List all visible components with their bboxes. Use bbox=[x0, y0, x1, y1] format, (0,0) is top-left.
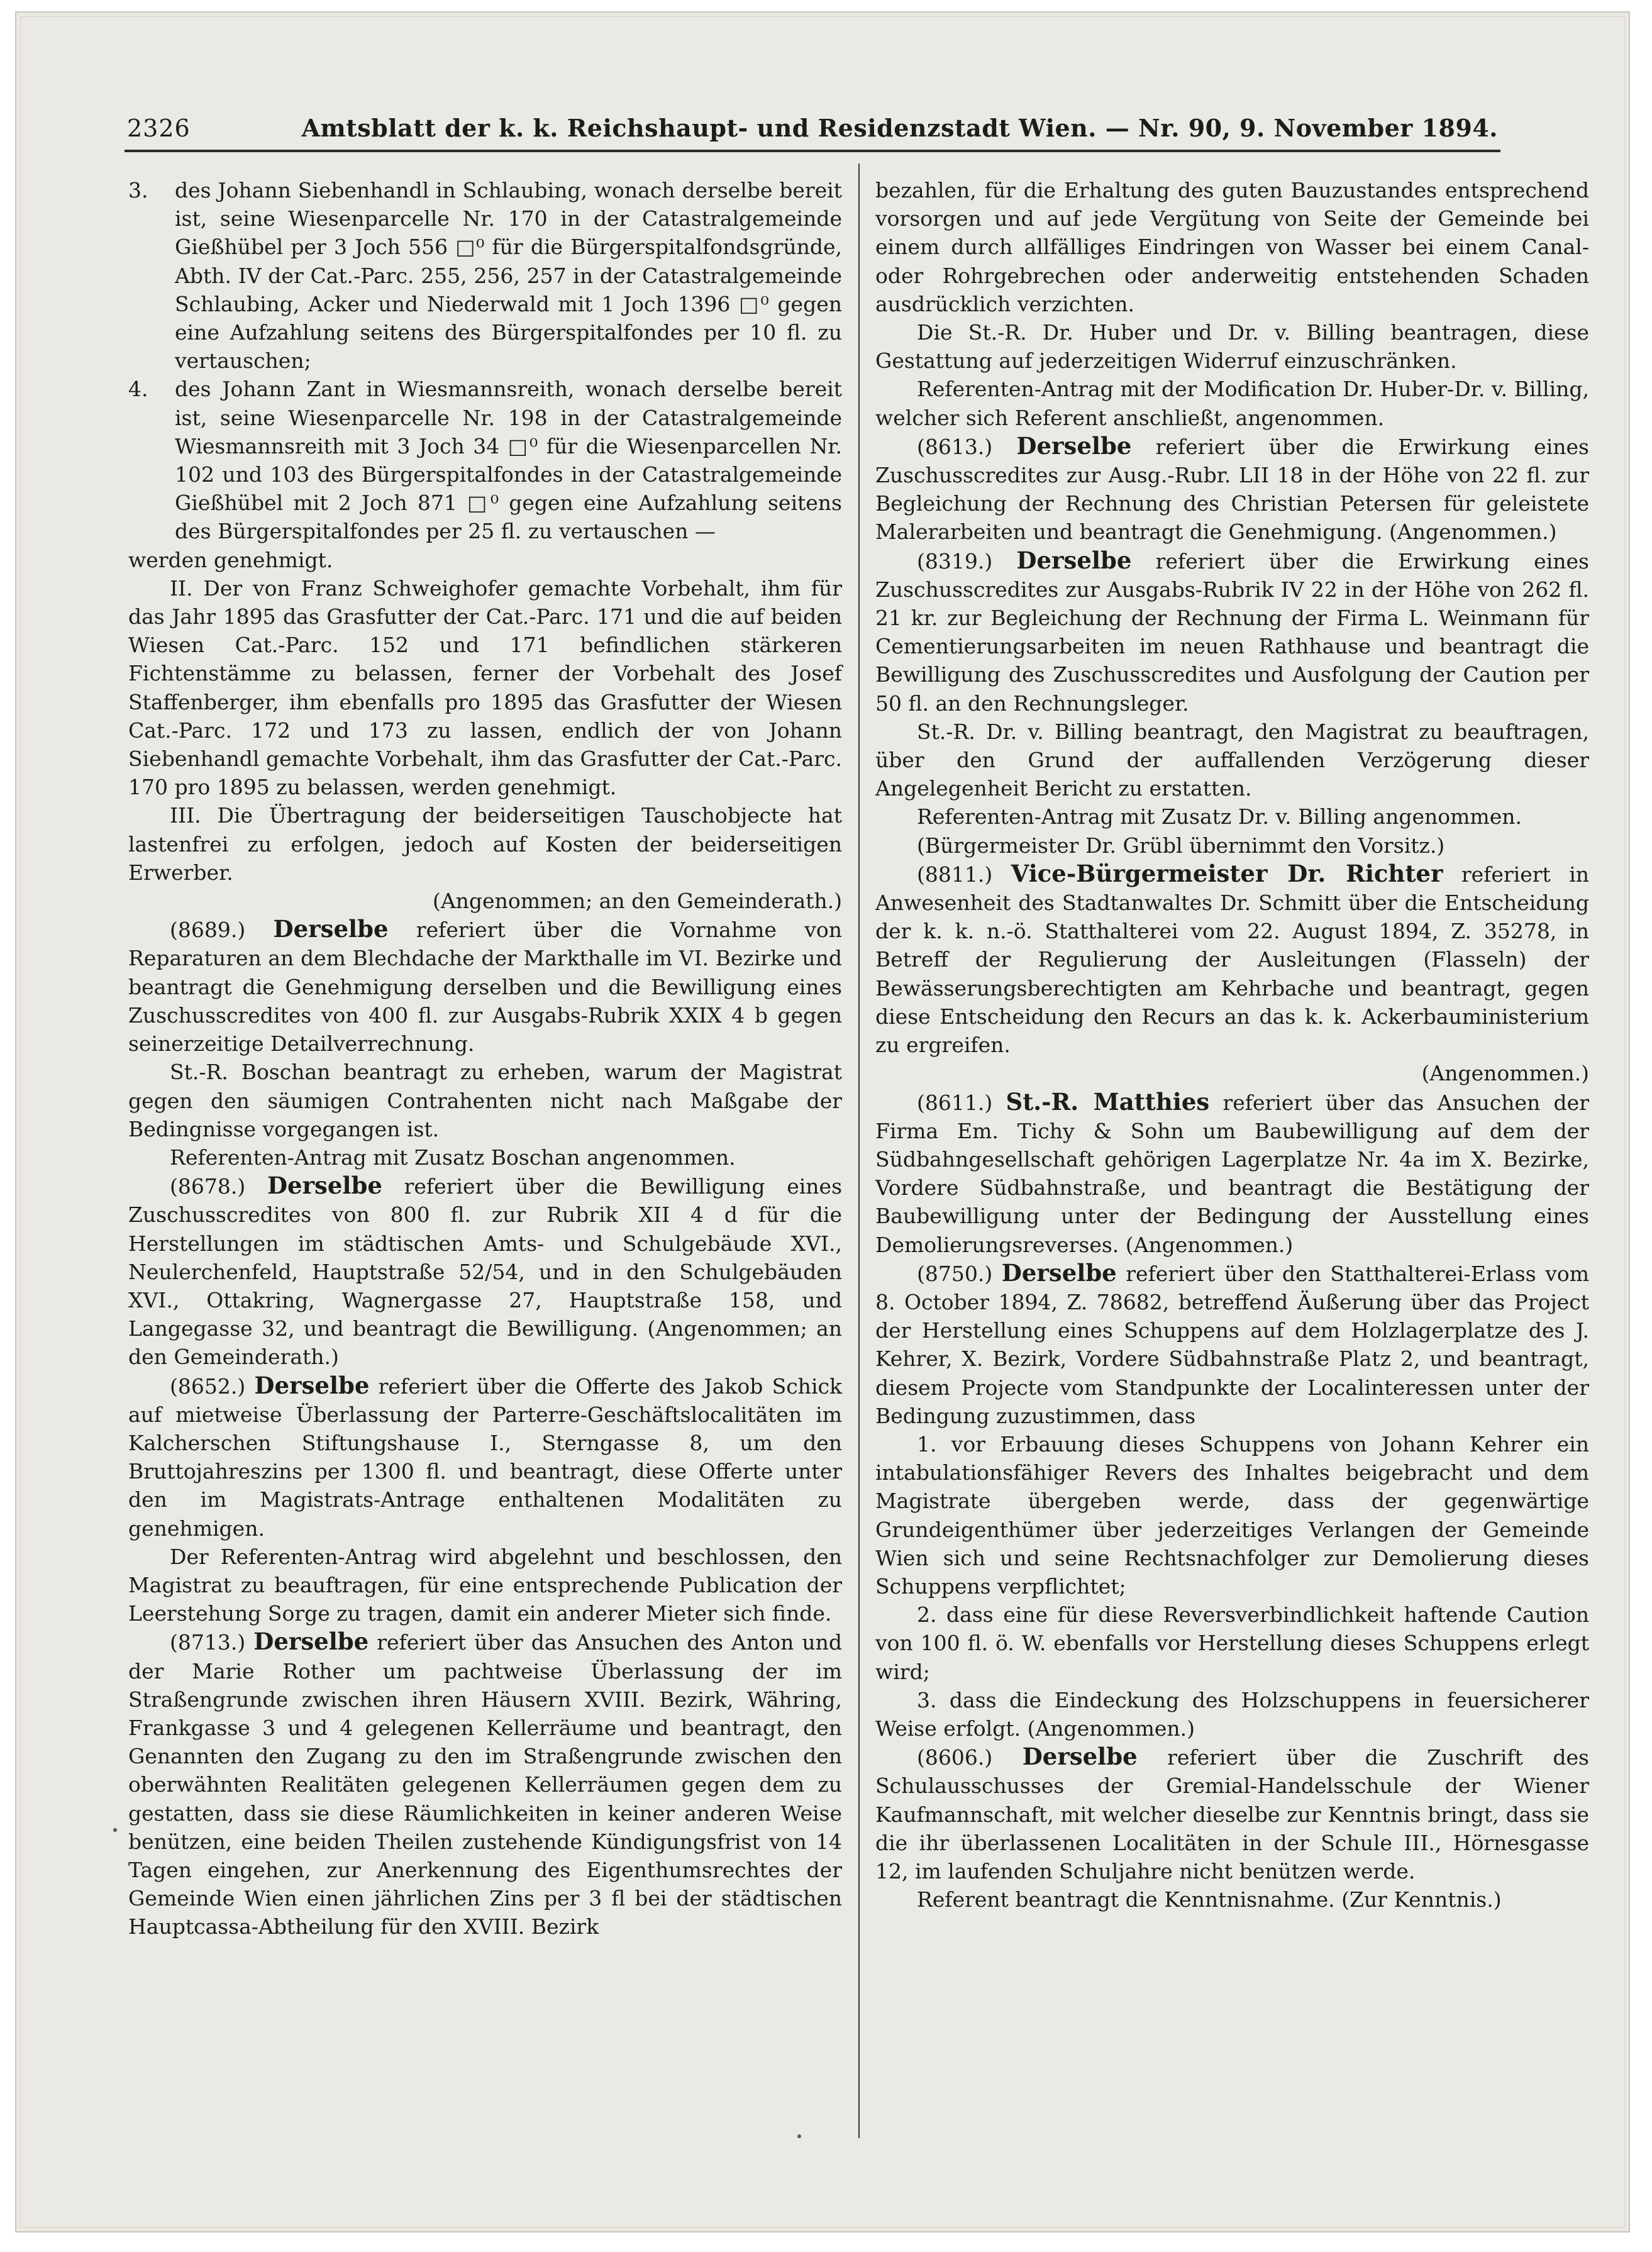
paragraph-text: Die St.-R. Dr. Huber und Dr. v. Billing beantragen, diese Gestattung auf jederzeitigen Widerruf einzuschränken. bbox=[875, 320, 1589, 374]
reference-number: (8606.) bbox=[917, 1745, 993, 1770]
paragraph-text: (Bürgermeister Dr. Grübl übernimmt den Vorsitz.) bbox=[917, 833, 1445, 858]
paragraph-text: referiert über den Statthalterei-Erlass vom 8. October 1894, Z. 78682, betreffend Äußerung über das Project der Herstellung eines Schuppens auf dem Holzlagerplatze des J. Kehrer, X. Bezirk, Vordere Südbahnstraße Platz 2, und beantragt, diesem Projecte vom Standpunkte der Localinteressen unter der Bedingung zuzustimmen, dass bbox=[875, 1261, 1589, 1428]
paragraph bbox=[128, 546, 842, 574]
ink-speck bbox=[797, 2134, 801, 2138]
paragraph bbox=[875, 432, 1589, 546]
paragraph-text: bezahlen, für die Erhaltung des guten Bauzustandes entsprechend vorsorgen und auf jede Vergütung von Seite der Gemeinde bei einem durch allfälliges Eindringen von Wasser bei einem Canal- oder Rohrgebrechen oder anderweitig entstehenden Schaden ausdrücklich verzichten. bbox=[875, 178, 1589, 316]
paragraph bbox=[875, 1059, 1589, 1087]
reference-number: (8319.) bbox=[917, 548, 993, 574]
reference-number: (8750.) bbox=[917, 1261, 993, 1286]
speaker-name: Derselbe bbox=[1022, 1743, 1138, 1771]
ink-speck bbox=[113, 1828, 117, 1832]
paragraph-text: referiert über die Erwirkung eines Zuschusscredites zur Ausgabs-Rubrik IV 22 in der Höhe von 262 fl. 21 kr. zur Begleichung der Rechnung der Firma L. Weinmann für Cementierungsarbeiten im neuen Rathhause und beantragt die Bewilligung des Zuschusscredites und Ausfolgung der Caution per 50 fl. an den Rechnungsleger. bbox=[875, 548, 1589, 716]
paragraph-text: referiert über das Ansuchen der Firma Em. Tichy & Sohn um Baubewilligung auf dem der Südbahngesellschaft gehörigen Lagerplatze Nr. 4a im X. Bezirke, Vordere Südbahnstraße, und beantragt die Bestätigung der Baubewilligung unter der Bedingung der Ausstellung eines Demolierungsreverses. (Angenommen.) bbox=[875, 1090, 1589, 1257]
speaker-name: Derselbe bbox=[1016, 546, 1132, 574]
list-number: 3. bbox=[128, 178, 148, 202]
paragraph-text: 1. vor Erbauung dieses Schuppens von Johann Kehrer ein intabulationsfähiger Revers des Inhaltes beigebracht und dem Magistrate übergeben werde, dass der gegenwärtige Grundeigenthümer über jederzeitiges Verlangen der Gemeinde Wien sich und seine Rechtsnachfolger zur Demolierung dieses Schuppens verpflichtet; bbox=[875, 1431, 1589, 1599]
paragraph-text: Referenten-Antrag mit Zusatz Dr. v. Billing angenommen. bbox=[917, 804, 1522, 829]
left-column bbox=[128, 176, 842, 1941]
paragraph bbox=[128, 1172, 842, 1371]
paragraph bbox=[128, 887, 842, 915]
paragraph bbox=[875, 1600, 1589, 1686]
paragraph bbox=[875, 1259, 1589, 1430]
speaker-name: Derselbe bbox=[273, 915, 389, 943]
paragraph-text: des Johann Zant in Wiesmannsreith, wonach derselbe bereit ist, seine Wiesenparcelle Nr. 198 in der Catastralgemeinde Wiesmannsreith mit 3 Joch 34 □⁰ für die Wiesenparcellen Nr. 102 und 103 des Bürgerspitalfondes in der Catastralgemeinde Gießhübel mit 2 Joch 871 □⁰ gegen eine Aufzahlung seitens des Bürgerspitalfondes per 25 fl. zu vertauschen — bbox=[175, 377, 842, 544]
paragraph bbox=[128, 574, 842, 802]
paragraph-text: III. Die Übertragung der beiderseitigen Tauschobjecte hat lastenfrei zu erfolgen, jedoch auf Kosten der beiderseitigen Erwerber. bbox=[128, 803, 842, 885]
speaker-name: Derselbe bbox=[1016, 431, 1132, 460]
reference-number: (8713.) bbox=[170, 1630, 246, 1655]
speaker-name: Vice-Bürgermeister Dr. Richter bbox=[1011, 859, 1443, 887]
paragraph bbox=[875, 1743, 1589, 1885]
paragraph-text: referiert über die Zuschrift des Schulausschusses der Gremial-Handelsschule der Wiener Kaufmannschaft, mit welcher dieselbe zur Kenntnis bringt, dass sie die ihr überlassenen Localitäten in der Schule III., Hörnesgasse 12, im laufenden Schuljahre nicht benützen werde. bbox=[875, 1745, 1589, 1883]
paragraph bbox=[128, 1628, 842, 1941]
paragraph bbox=[875, 860, 1589, 1059]
reference-number: (8611.) bbox=[917, 1090, 993, 1115]
paragraph-text: St.-R. Boschan beantragt zu erheben, warum der Magistrat gegen den säumigen Contrahenten nicht nach Maßgabe der Bedingnisse vorgegangen ist. bbox=[128, 1060, 842, 1141]
paragraph bbox=[128, 1143, 842, 1172]
paragraph bbox=[128, 1058, 842, 1143]
paragraph bbox=[875, 1686, 1589, 1743]
paragraph bbox=[875, 1088, 1589, 1259]
paragraph-text: referiert über die Erwirkung eines Zuschusscredites zur Ausg.-Rubr. LII 18 in der Höhe von 22 fl. zur Begleichung der Rechnung des Christian Petersen für geleistete Malerarbeiten und beantragt die Genehmigung. (Angenommen.) bbox=[875, 434, 1589, 545]
paragraph bbox=[875, 176, 1589, 318]
reference-number: (8678.) bbox=[170, 1174, 246, 1199]
paragraph-text: Referenten-Antrag mit der Modification Dr. Huber-Dr. v. Billing, welcher sich Referent anschließt, angenommen. bbox=[875, 377, 1589, 430]
paragraph-text: II. Der von Franz Schweighofer gemachte Vorbehalt, ihm für das Jahr 1895 das Grasfutter der Cat.-Parc. 171 und die auf beiden Wiesen Cat.-Parc. 152 und 171 befindlichen stärkeren Fichtenstämme zu belassen, ferner der Vorbehalt des Josef Staffenberger, ihm ebenfalls pro 1895 das Grasfutter der Wiesen Cat.-Parc. 172 und 173 zu lassen, endlich der von Johann Siebenhandl gemachte Vorbehalt, ihm das Grasfutter der Cat.-Parc. 170 pro 1895 zu belassen, werden genehmigt. bbox=[128, 575, 842, 800]
paragraph-text: St.-R. Dr. v. Billing beantragt, den Magistrat zu beauftragen, über den Grund der auffallenden Verzögerung dieser Angelegenheit Bericht zu erstatten. bbox=[875, 719, 1589, 801]
paragraph bbox=[875, 546, 1589, 718]
header-rule bbox=[125, 150, 1500, 152]
paragraph bbox=[875, 375, 1589, 431]
page-number: 2326 bbox=[127, 114, 191, 142]
resolution-note: (Angenommen; an den Gemeinderath.) bbox=[432, 889, 842, 914]
paragraph bbox=[875, 1885, 1589, 1914]
speaker-name: St.-R. Matthies bbox=[1006, 1087, 1210, 1116]
paragraph-text: referiert über die Bewilligung eines Zuschusscredites von 800 fl. zur Rubrik XII 4 d für die Herstellungen im städtischen Amts- und Schulgebäude XVI., Neulerchenfeld, Hauptstraße 52/54, und in den Schulgebäuden XVI., Ottakring, Wagnergasse 27, Hauptstraße 158, und Langegasse 32, und beantragt die Bewilligung. (Angenommen; an den Gemeinderath.) bbox=[128, 1174, 843, 1370]
paragraph bbox=[128, 375, 842, 545]
reference-number: (8811.) bbox=[917, 862, 993, 887]
page-header bbox=[127, 111, 1498, 146]
reference-number: (8613.) bbox=[917, 434, 993, 459]
paragraph-text: Der Referenten-Antrag wird abgelehnt und beschlossen, den Magistrat zu beauftragen, für eine entsprechende Publication der Leerstehung Sorge zu tragen, damit ein anderer Mieter sich finde. bbox=[128, 1544, 842, 1626]
paragraph bbox=[875, 831, 1589, 860]
column-divider bbox=[858, 164, 860, 2138]
list-number: 4. bbox=[128, 377, 148, 402]
paragraph-text: des Johann Siebenhandl in Schlaubing, wonach derselbe bereit ist, seine Wiesenparcelle Nr. 170 in der Catastralgemeinde Gießhübel per 3 Joch 556 □⁰ für die Bürgerspitalfondsgründe, Abth. IV der Cat.-Parc. 255, 256, 257 in der Catastralgemeinde Schlaubing, Acker und Niederwald mit 1 Joch 1396 □⁰ gegen eine Aufzahlung seitens des Bürgerspitalfondes per 10 fl. zu vertauschen; bbox=[175, 178, 842, 374]
paragraph-text: Referent beantragt die Kenntnisnahme. (Zur Kenntnis.) bbox=[917, 1887, 1502, 1912]
resolution-note: (Angenommen.) bbox=[1421, 1061, 1589, 1086]
speaker-name: Derselbe bbox=[254, 1371, 370, 1399]
reference-number: (8652.) bbox=[170, 1373, 246, 1399]
paragraph bbox=[128, 915, 842, 1058]
paragraph bbox=[128, 801, 842, 887]
right-column bbox=[875, 176, 1589, 1914]
paragraph-text: 2. dass eine für diese Reversverbindlichkeit haftende Caution von 100 fl. ö. W. ebenfalls vor Herstellung dieses Schuppens erlegt wird; bbox=[875, 1602, 1589, 1684]
paragraph-text: referiert über das Ansuchen des Anton und der Marie Rother um pachtweise Überlassung der im Straßengrunde zwischen ihren Häusern XVIII. Bezirk, Währing, Frankgasse 3 und 4 gelegenen Kellerräume und beantragt, den Genannten den Zugang zu den im Straßengrunde zwischen den oberwähnten Realitäten gelegenen Kellerräumen gegen dem zu gestatten, dass sie diese Räumlichkeiten in keiner anderen Weise benützen, eine beiden Theilen zustehende Kündigungsfrist von 14 Tagen eingehen, zur Anerkennung des Eigenthumsrechtes der Gemeinde Wien einen jährlichen Zins per 3 fl bei der städtischen Hauptcassa-Abtheilung für den XVIII. Bezirk bbox=[128, 1630, 842, 1939]
paragraph bbox=[875, 802, 1589, 831]
paragraph-text: Referenten-Antrag mit Zusatz Boschan angenommen. bbox=[170, 1145, 736, 1170]
paragraph bbox=[875, 718, 1589, 803]
speaker-name: Derselbe bbox=[253, 1628, 369, 1656]
paragraph bbox=[875, 1430, 1589, 1600]
paragraph-text: referiert über die Vornahme von Reparaturen an dem Blechdache der Markthalle im VI. Bezirke und beantragt die Genehmigung derselben und die Bewilligung eines Zuschusscredites von 400 fl. zur Ausgabs-Rubrik XXIX 4 b gegen seinerzeitige Detailverrechnung. bbox=[128, 918, 842, 1057]
paragraph bbox=[128, 1372, 842, 1543]
paragraph bbox=[128, 1543, 842, 1628]
page-title: Amtsblatt der k. k. Reichshaupt- und Residenzstadt Wien. — Nr. 90, 9. November 1894. bbox=[301, 114, 1498, 142]
speaker-name: Derselbe bbox=[267, 1172, 382, 1200]
paragraph-text: werden genehmigt. bbox=[128, 547, 333, 572]
paragraph-text: 3. dass die Eindeckung des Holzschuppens in feuersicherer Weise erfolgt. (Angenommen.) bbox=[875, 1687, 1589, 1741]
paragraph bbox=[875, 318, 1589, 375]
paragraph bbox=[128, 176, 842, 375]
paragraph-text: referiert in Anwesenheit des Stadtanwaltes Dr. Schmitt über die Entscheidung der k. k. n.-ö. Statthalterei vom 22. August 1894, Z. 35278, in Betreff der Regulierung der Ausleitungen (Flasseln) der Bewässerungsberechtigten am Kehrbache und beantragt, gegen diese Entscheidung den Recurs an das k. k. Ackerbauministerium zu ergreifen. bbox=[875, 862, 1590, 1058]
reference-number: (8689.) bbox=[170, 918, 246, 943]
speaker-name: Derselbe bbox=[1001, 1258, 1117, 1287]
paragraph-text: referiert über die Offerte des Jakob Schick auf mietweise Überlassung der Parterre-Geschäftslocalitäten im Kalcherschen Stiftungshause I., Sterngasse 8, um den Bruttojahreszins per 1300 fl. und beantragt, diese Offerte unter den im Magistrats-Antrage enthaltenen Modalitäten zu genehmigen. bbox=[128, 1373, 842, 1541]
